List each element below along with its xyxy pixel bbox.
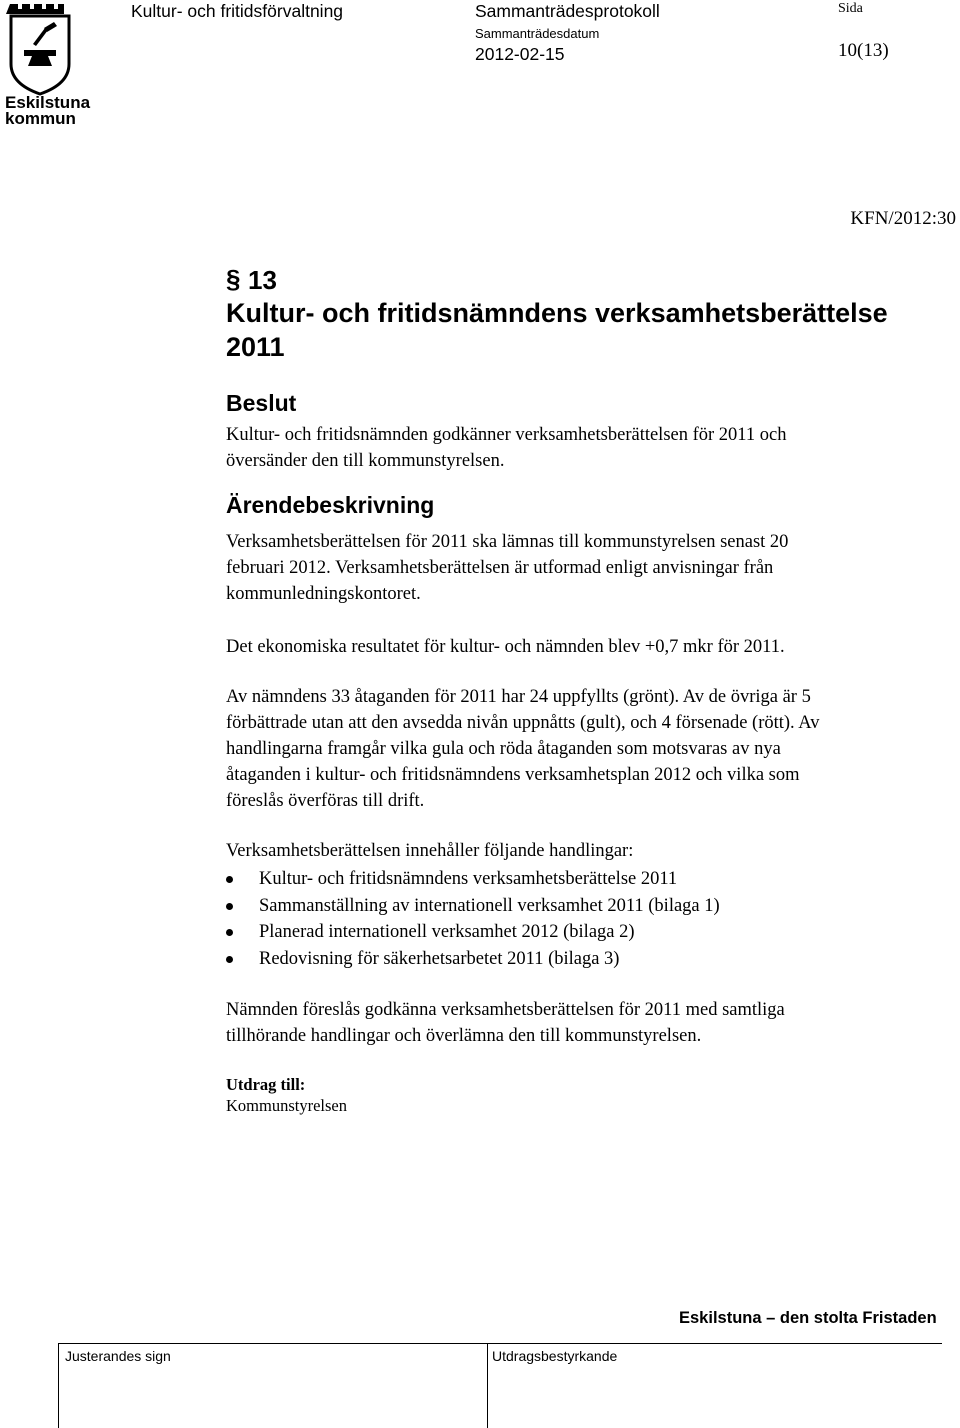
text-line: handlingarna framgår vilka gula och röda åtaganden som motsvaras av nya: [226, 739, 781, 759]
bullet-icon: [226, 929, 233, 936]
text-line: förbättrade utan att den avsedda nivån uppnåtts (gult), och 4 försenade (rött). Av: [226, 713, 820, 733]
beslut-text: [226, 422, 926, 474]
arendebeskrivning-text: [226, 529, 926, 607]
section-symbol: §: [226, 264, 241, 294]
text-line: åtaganden i kultur- och fritidsnämndens verksamhetsplan 2012 och vilka som: [226, 765, 800, 785]
signature-box-border: [58, 1343, 59, 1428]
document-list-intro: [226, 838, 926, 864]
list-item-label: Kultur- och fritidsnämndens verksamhetsberättelse 2011: [259, 869, 678, 889]
meeting-date-label: Sammanträdesdatum: [475, 26, 600, 41]
text-line: föreslås överföras till drift.: [226, 791, 425, 811]
text-line: tillhörande handlingar och överlämna den till kommunstyrelsen.: [226, 1026, 702, 1046]
list-item: [226, 946, 720, 973]
adjuster-signature-label: Justerandes sign: [65, 1348, 171, 1364]
list-item: [226, 919, 720, 946]
list-item-label: Planerad internationell verksamhet 2012 (bilaga 2): [259, 922, 635, 942]
extract-certification-label: Utdragsbestyrkande: [492, 1348, 618, 1364]
page-number: 10(13): [838, 40, 889, 61]
text-line: Nämnden föreslås godkänna verksamhetsberättelsen för 2011 med samtliga: [226, 1000, 785, 1020]
text-line: Verksamhetsberättelsen för 2011 ska lämnas till kommunstyrelsen senast 20: [226, 532, 789, 552]
coat-of-arms-icon: [4, 0, 91, 128]
section-title: [226, 296, 946, 364]
eskilstuna-logo: [4, 0, 91, 128]
list-item-label: Sammanställning av internationell verksamhet 2011 (bilaga 1): [259, 895, 720, 916]
case-number: KFN/2012:30: [850, 208, 956, 229]
list-item: [226, 866, 720, 893]
bullet-icon: [226, 903, 233, 910]
extract-label: Utdrag till:: [226, 1075, 306, 1094]
section-title-line: 2011: [226, 332, 285, 362]
economic-result-text: [226, 634, 926, 660]
footer-divider: [58, 1343, 942, 1344]
list-item: [226, 893, 720, 920]
beslut-heading: Beslut: [226, 390, 297, 416]
signature-box-border: [487, 1343, 488, 1428]
footer-slogan: Eskilstuna – den stolta Fristaden: [679, 1309, 937, 1327]
proposal-text: [226, 997, 926, 1049]
bullet-icon: [226, 956, 233, 963]
text-line: Kultur- och fritidsnämnden godkänner verksamhetsberättelsen för 2011 och: [226, 425, 787, 445]
text-line: översänder den till kommunstyrelsen.: [226, 451, 505, 471]
extract-recipient: Kommunstyrelsen: [226, 1096, 347, 1115]
text-line: kommunledningskontoret.: [226, 584, 421, 604]
list-item-label: Redovisning för säkerhetsarbetet 2011 (bilaga 3): [259, 948, 620, 969]
commitments-text: [226, 684, 926, 814]
page-label: Sida: [838, 1, 863, 16]
arendebeskrivning-heading: Ärendebeskrivning: [226, 492, 435, 518]
meeting-date: 2012-02-15: [475, 44, 565, 64]
section-number: 13: [248, 265, 277, 295]
text-line: Verksamhetsberättelsen innehåller följande handlingar:: [226, 841, 634, 861]
svg-text:Eskilstuna: Eskilstuna: [5, 93, 91, 112]
section-title-line: Kultur- och fritidsnämndens verksamhetsberättelse: [226, 298, 888, 328]
bullet-icon: [226, 876, 233, 883]
document-list: [226, 866, 720, 972]
department-name: Kultur- och fritidsförvaltning: [131, 1, 344, 21]
text-line: februari 2012. Verksamhetsberättelsen är utformad enligt anvisningar från: [226, 558, 774, 578]
text-line: Det ekonomiska resultatet för kultur- och nämnden blev +0,7 mkr för 2011.: [226, 637, 785, 657]
document-type: Sammanträdesprotokoll: [475, 1, 660, 21]
text-line: Av nämndens 33 åtaganden för 2011 har 24 uppfyllts (grönt). Av de övriga är 5: [226, 687, 811, 707]
svg-text:kommun: kommun: [5, 109, 76, 128]
